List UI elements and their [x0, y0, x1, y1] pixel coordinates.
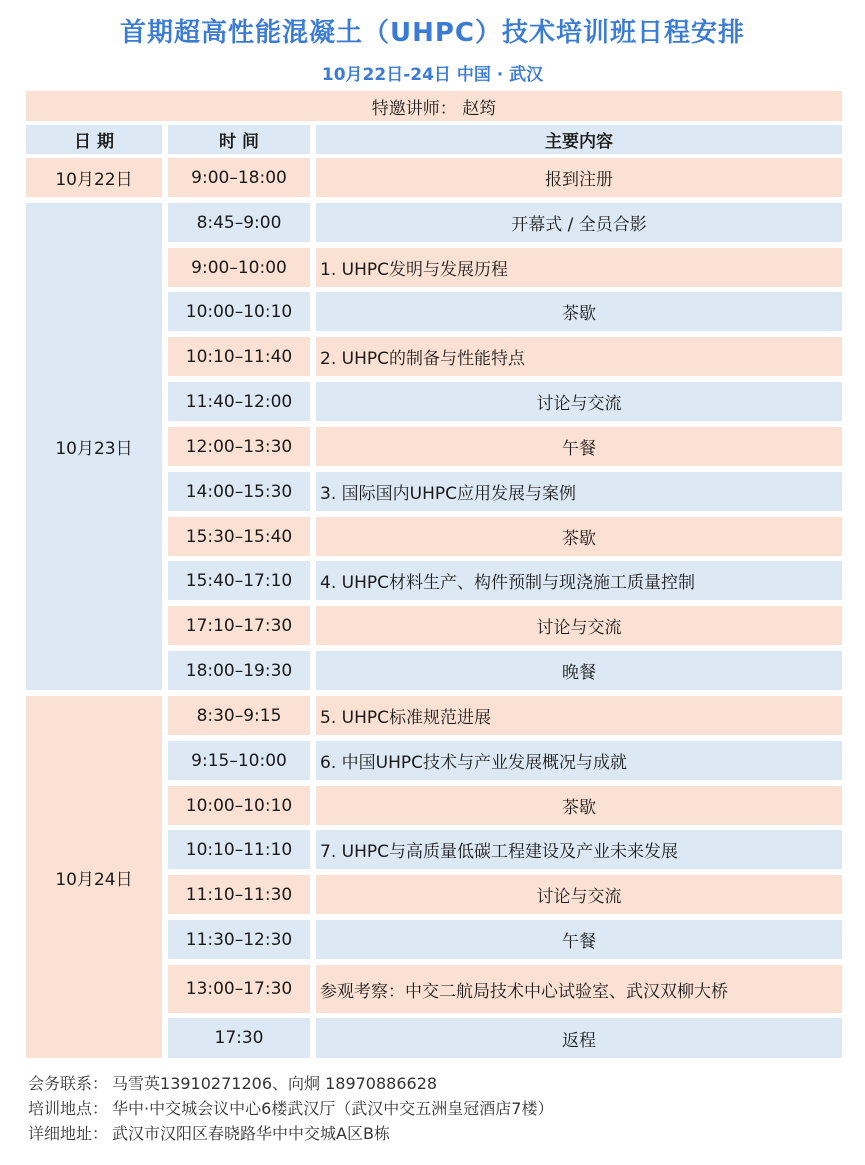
time-cell: 9:00–10:00 [168, 248, 310, 287]
time-cell: 10:00–10:10 [168, 786, 310, 825]
content-cell: 茶歇 [316, 292, 842, 331]
time-cell: 8:30–9:15 [168, 696, 310, 735]
content-cell: 午餐 [316, 427, 842, 466]
content-cell: 茶歇 [316, 517, 842, 556]
venue-line [28, 1096, 553, 1119]
time-cell: 12:00–13:30 [168, 427, 310, 466]
time-cell: 9:00–18:00 [168, 158, 310, 197]
time-cell: 11:30–12:30 [168, 920, 310, 959]
venue-value: 华中·中交城会议中心6楼武汉厅（武汉中交五洲皇冠酒店7楼） [112, 1099, 554, 1118]
time-cell: 15:30–15:40 [168, 517, 310, 556]
time-cell: 10:10–11:10 [168, 830, 310, 869]
content-cell: 3. 国际国内UHPC应用发展与案例 [316, 472, 842, 511]
content-cell: 参观考察：中交二航局技术中心试验室、武汉双柳大桥 [316, 965, 842, 1013]
content-cell: 讨论与交流 [316, 382, 842, 421]
content-cell: 讨论与交流 [316, 875, 842, 914]
content-cell: 6. 中国UHPC技术与产业发展概况与成就 [316, 741, 842, 780]
content-cell: 4. UHPC材料生产、构件预制与现浇施工质量控制 [316, 561, 842, 600]
contact-label: 会务联系： [28, 1074, 109, 1093]
content-cell: 5. UHPC标准规范进展 [316, 696, 842, 735]
date-cell-oct23: 10月23日 [26, 203, 162, 690]
contact-value: 马雪英13910271206、向炯 18970886628 [112, 1074, 438, 1093]
time-cell: 11:10–11:30 [168, 875, 310, 914]
content-cell: 晚餐 [316, 651, 842, 690]
content-cell: 讨论与交流 [316, 606, 842, 645]
time-cell: 10:00–10:10 [168, 292, 310, 331]
address-value: 武汉市汉阳区春晓路华中中交城A区B栋 [112, 1124, 390, 1143]
address-line [28, 1121, 390, 1144]
content-cell: 7. UHPC与高质量低碳工程建设及产业未来发展 [316, 830, 842, 869]
time-cell: 18:00–19:30 [168, 651, 310, 690]
time-cell: 17:10–17:30 [168, 606, 310, 645]
time-cell: 8:45–9:00 [168, 203, 310, 242]
time-cell: 17:30 [168, 1018, 310, 1058]
column-header-time: 时 间 [168, 125, 310, 154]
contact-line [28, 1071, 437, 1094]
time-cell: 13:00–17:30 [168, 965, 310, 1013]
content-cell: 报到注册 [316, 158, 842, 197]
page-title: 首期超高性能混凝土（UHPC）技术培训班日程安排 [119, 18, 745, 48]
column-header-content: 主要内容 [316, 125, 842, 154]
content-cell: 返程 [316, 1018, 842, 1058]
content-cell: 茶歇 [316, 786, 842, 825]
event-date-location: 10月22日-24日 中国 · 武汉 [321, 65, 544, 85]
content-cell: 开幕式 / 全员合影 [316, 203, 842, 242]
speaker-banner: 特邀讲师： 赵筠 [26, 91, 842, 121]
time-cell: 15:40–17:10 [168, 561, 310, 600]
address-label: 详细地址： [28, 1124, 109, 1143]
date-cell-oct22: 10月22日 [26, 158, 162, 197]
date-cell-oct24: 10月24日 [26, 696, 162, 1058]
time-cell: 14:00–15:30 [168, 472, 310, 511]
time-cell: 9:15–10:00 [168, 741, 310, 780]
time-cell: 11:40–12:00 [168, 382, 310, 421]
column-header-date: 日 期 [26, 125, 162, 154]
content-cell: 1. UHPC发明与发展历程 [316, 248, 842, 287]
venue-label: 培训地点： [28, 1099, 109, 1118]
content-cell: 2. UHPC的制备与性能特点 [316, 337, 842, 376]
time-cell: 10:10–11:40 [168, 337, 310, 376]
content-cell: 午餐 [316, 920, 842, 959]
